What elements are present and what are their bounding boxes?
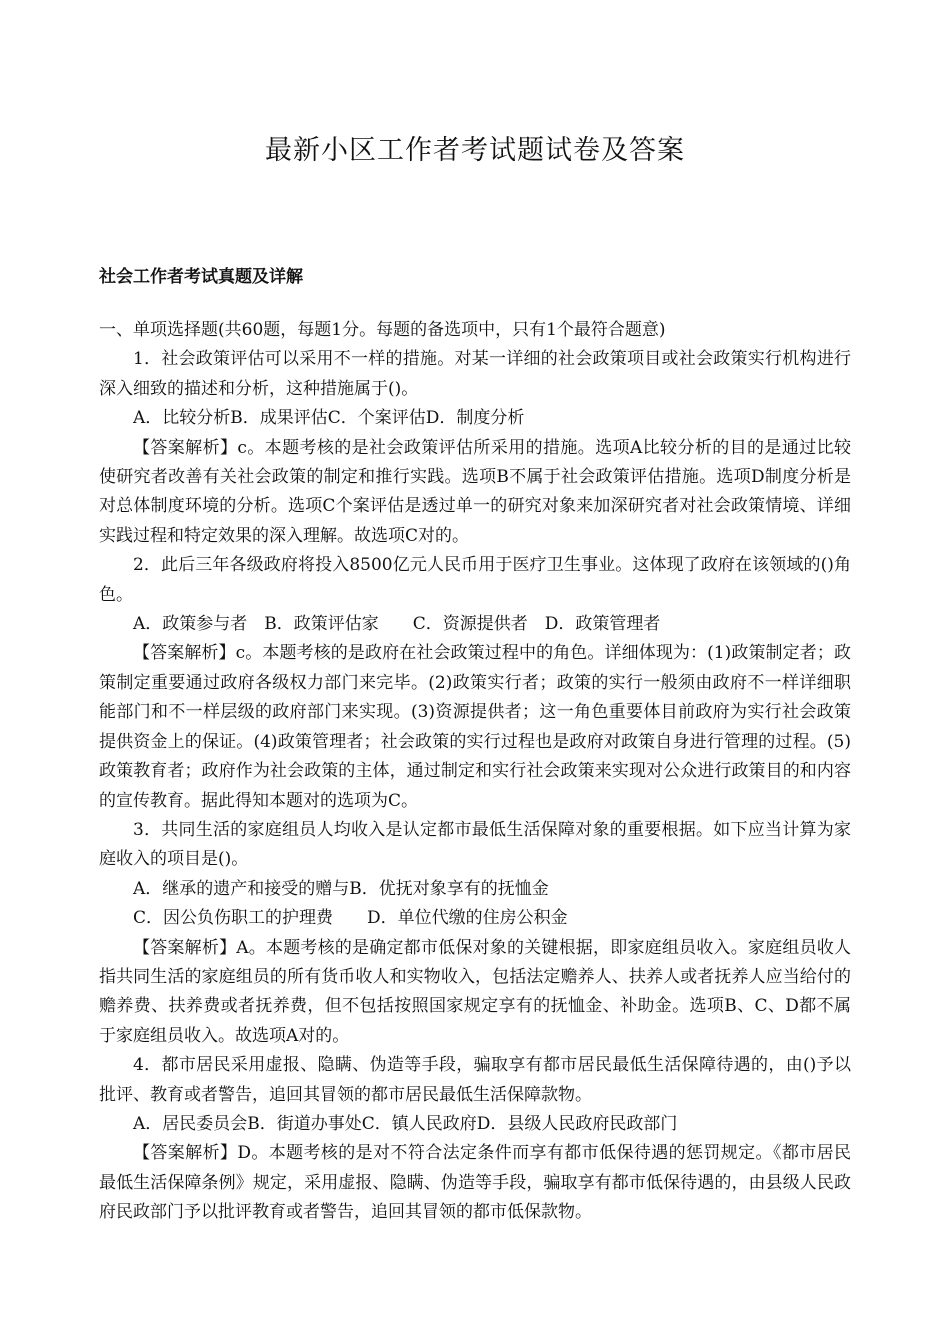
exam-content xyxy=(99,316,851,1228)
question-options: A．比较分析B．成果评估C．个案评估D．制度分析 xyxy=(133,408,525,429)
section-intro: 一、单项选择题(共60题，每题1分。每题的备选项中，只有1个最符合题意) xyxy=(99,320,666,340)
answer-explanation: 【答案解析】c。本题考核的是社会政策评估所采用的措施。选项A比较分析的目的是通过比较使研究者改善有关社会政策的制定和推行实践。选项B不属于社会政策评估措施。选项D制度分析是对总体制度环境的分析。选项C个案评估是透过单一的研究对象来加深研究者对社会政策情境、详细实践过程和特定效果的深入理解。故选项C对的。 xyxy=(99,437,851,546)
question-stem: 2．此后三年各级政府将投入8500亿元人民币用于医疗卫生事业。这体现了政府在该领域的()角色。 xyxy=(99,555,851,605)
question-options: A．政策参与者 B．政策评估家 C．资源提供者 D．政策管理者 xyxy=(133,614,661,635)
section-heading: 社会工作者考试真题及详解 xyxy=(99,267,303,287)
page-title: 最新小区工作者考试题试卷及答案 xyxy=(265,135,685,166)
question-stem: 3．共同生活的家庭组员人均收入是认定都市最低生活保障对象的重要根据。如下应当计算为家庭收入的项目是()。 xyxy=(99,819,851,870)
question-options: A．居民委员会B．街道办事处C．镇人民政府D．县级人民政府民政部门 xyxy=(133,1113,678,1134)
question-stem: 1．社会政策评估可以采用不一样的措施。对某一详细的社会政策项目或社会政策实行机构进行深入细致的描述和分析，这种措施属于()。 xyxy=(99,349,851,399)
answer-explanation: 【答案解析】D。本题考核的是对不符合法定条件而享有都市低保待遇的惩罚规定。《都市居民最低生活保障条例》规定，采用虚报、隐瞒、伪造等手段，骗取享有都市低保待遇的，由县级人民政府民政部门予以批评教育或者警告，追回其冒领的都市低保款物。 xyxy=(99,1143,851,1223)
question-stem: 4．都市居民采用虚报、隐瞒、伪造等手段，骗取享有都市居民最低生活保障待遇的，由()予以批评、教育或者警告，追回其冒领的都市居民最低生活保障款物。 xyxy=(99,1055,851,1105)
question-options: C．因公负伤职工的护理费 D．单位代缴的住房公积金 xyxy=(133,908,568,929)
answer-explanation: 【答案解析】A。本题考核的是确定都市低保对象的关键根据，即家庭组员收入。家庭组员收人指共同生活的家庭组员的所有货币收人和实物收入，包括法定赡养人、扶养人或者抚养人应当给付的赡养费、扶养费或者抚养费，但不包括按照国家规定享有的抚恤金、补助金。选项B、C、D都不属于家庭组员收入。故选项A对的。 xyxy=(99,937,851,1046)
question-options: A．继承的遗产和接受的赠与B．优抚对象享有的抚恤金 xyxy=(133,878,549,899)
answer-explanation: 【答案解析】c。本题考核的是政府在社会政策过程中的角色。详细体现为：(1)政策制定者；政策制定重要通过政府各级权力部门来完毕。(2)政策实行者；政策的实行一般须由政府不一样详细职能部门和不一样层级的政府部门来实现。(3)资源提供者；这一角色重要体目前政府为实行社会政策提供资金上的保证。(4)政策管理者；社会政策的实行过程也是政府对政策自身进行管理的过程。(5)政策教育者；政府作为社会政策的主体，通过制定和实行社会政策来实现对公众进行政策目的和内容的宣传教育。据此得知本题对的选项为C。 xyxy=(99,643,851,811)
